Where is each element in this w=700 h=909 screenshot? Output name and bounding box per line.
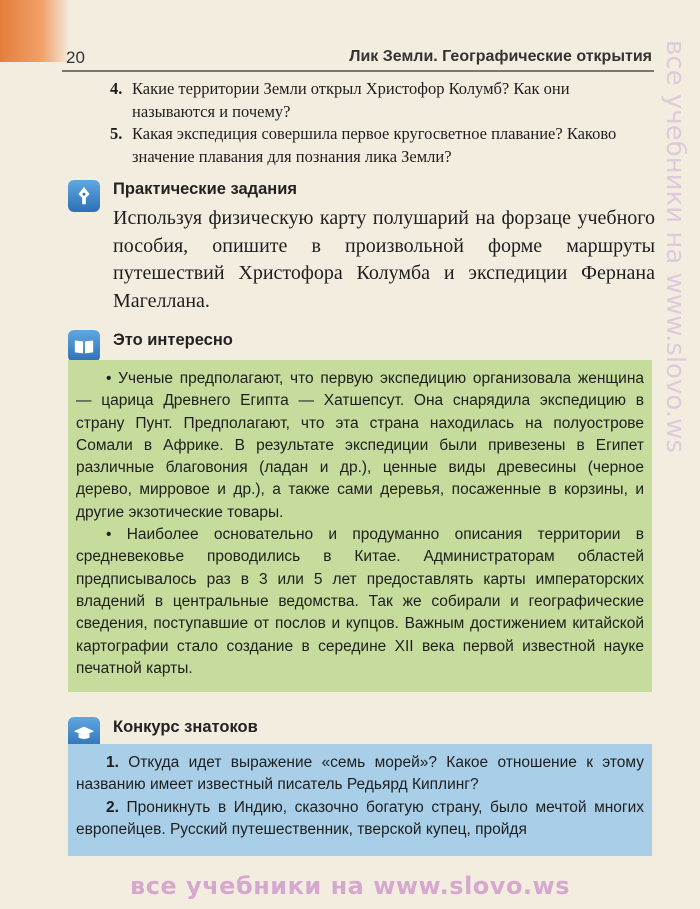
pen-nib-icon xyxy=(68,180,100,212)
question-text: Какая экспедиция совершила первое кругосветное плавание? Каково значение плавания для познания лика Земли? xyxy=(132,124,617,166)
question-number: 5. xyxy=(110,124,123,143)
contest-item xyxy=(76,797,644,842)
contest-item xyxy=(76,752,644,797)
corner-tab xyxy=(0,0,70,62)
question-number: 4. xyxy=(110,79,123,98)
question-text: Какие территории Земли открыл Христофор Колумб? Как они называются и почему? xyxy=(132,79,570,121)
practice-text: Используя физическую карту полушарий на форзаце учебного пособия, опишите в произвольной форме маршруты путешествий Христофора Колумба и экспедиции Фернана Магеллана. xyxy=(113,207,655,312)
contest-item-text: Проникнуть в Индию, сказочно богатую страну, было мечтой многих европейцев. Русский путешественник, тверской купец, пройдя xyxy=(76,798,644,838)
question-item xyxy=(110,123,654,168)
contest-title: Конкурс знатоков xyxy=(113,718,258,736)
practice-title: Практические задания xyxy=(113,180,298,198)
page-number: 20 xyxy=(66,48,85,67)
questions-list xyxy=(110,78,654,168)
interesting-title: Это интересно xyxy=(113,331,233,349)
bottom-watermark: все учебники на www.slovo.ws xyxy=(130,872,570,900)
question-item xyxy=(110,78,654,123)
interesting-paragraph: • Ученые предполагают, что первую экспедицию организовала женщина — царица Древнего Египта — Хатшепсут. Она снарядила экспедицию в страну Пунт. Предполагают, что эта страна находилась на полуострове Сомали в Африке. В результате экспедиции были привезены в Египет различные благовония (ладан и др.), ценные виды древесины (черное дерево, мирровое и др.), а также сами деревья, посаженные в корзины, и другие экзотические товары. xyxy=(76,370,644,521)
page-header xyxy=(62,44,654,72)
open-book-icon xyxy=(68,330,100,362)
contest-text xyxy=(76,752,644,841)
contest-number: 1. xyxy=(106,754,119,771)
side-watermark: все учебники на www.slovo.ws xyxy=(660,40,690,453)
interesting-text xyxy=(76,368,644,680)
running-title: Лик Земли. Географические открытия xyxy=(349,48,652,65)
contest-item-text: Откуда идет выражение «семь морей»? Какое отношение к этому названию имеет известный писатель Редьярд Киплинг? xyxy=(76,754,644,794)
interesting-paragraph: • Наиболее основательно и продуманно описания территории в средневековье проводились в Китае. Администраторам областей предписывалось раз в 3 или 5 лет предоставлять карты императорских владений в центральные ведомства. Так же собирали и географические сведения, поступавшие от послов и купцов. Важным достижением китайской картографии стало создание в середине XII века первой известной науке печатной карты. xyxy=(76,526,644,677)
contest-number: 2. xyxy=(106,798,119,816)
